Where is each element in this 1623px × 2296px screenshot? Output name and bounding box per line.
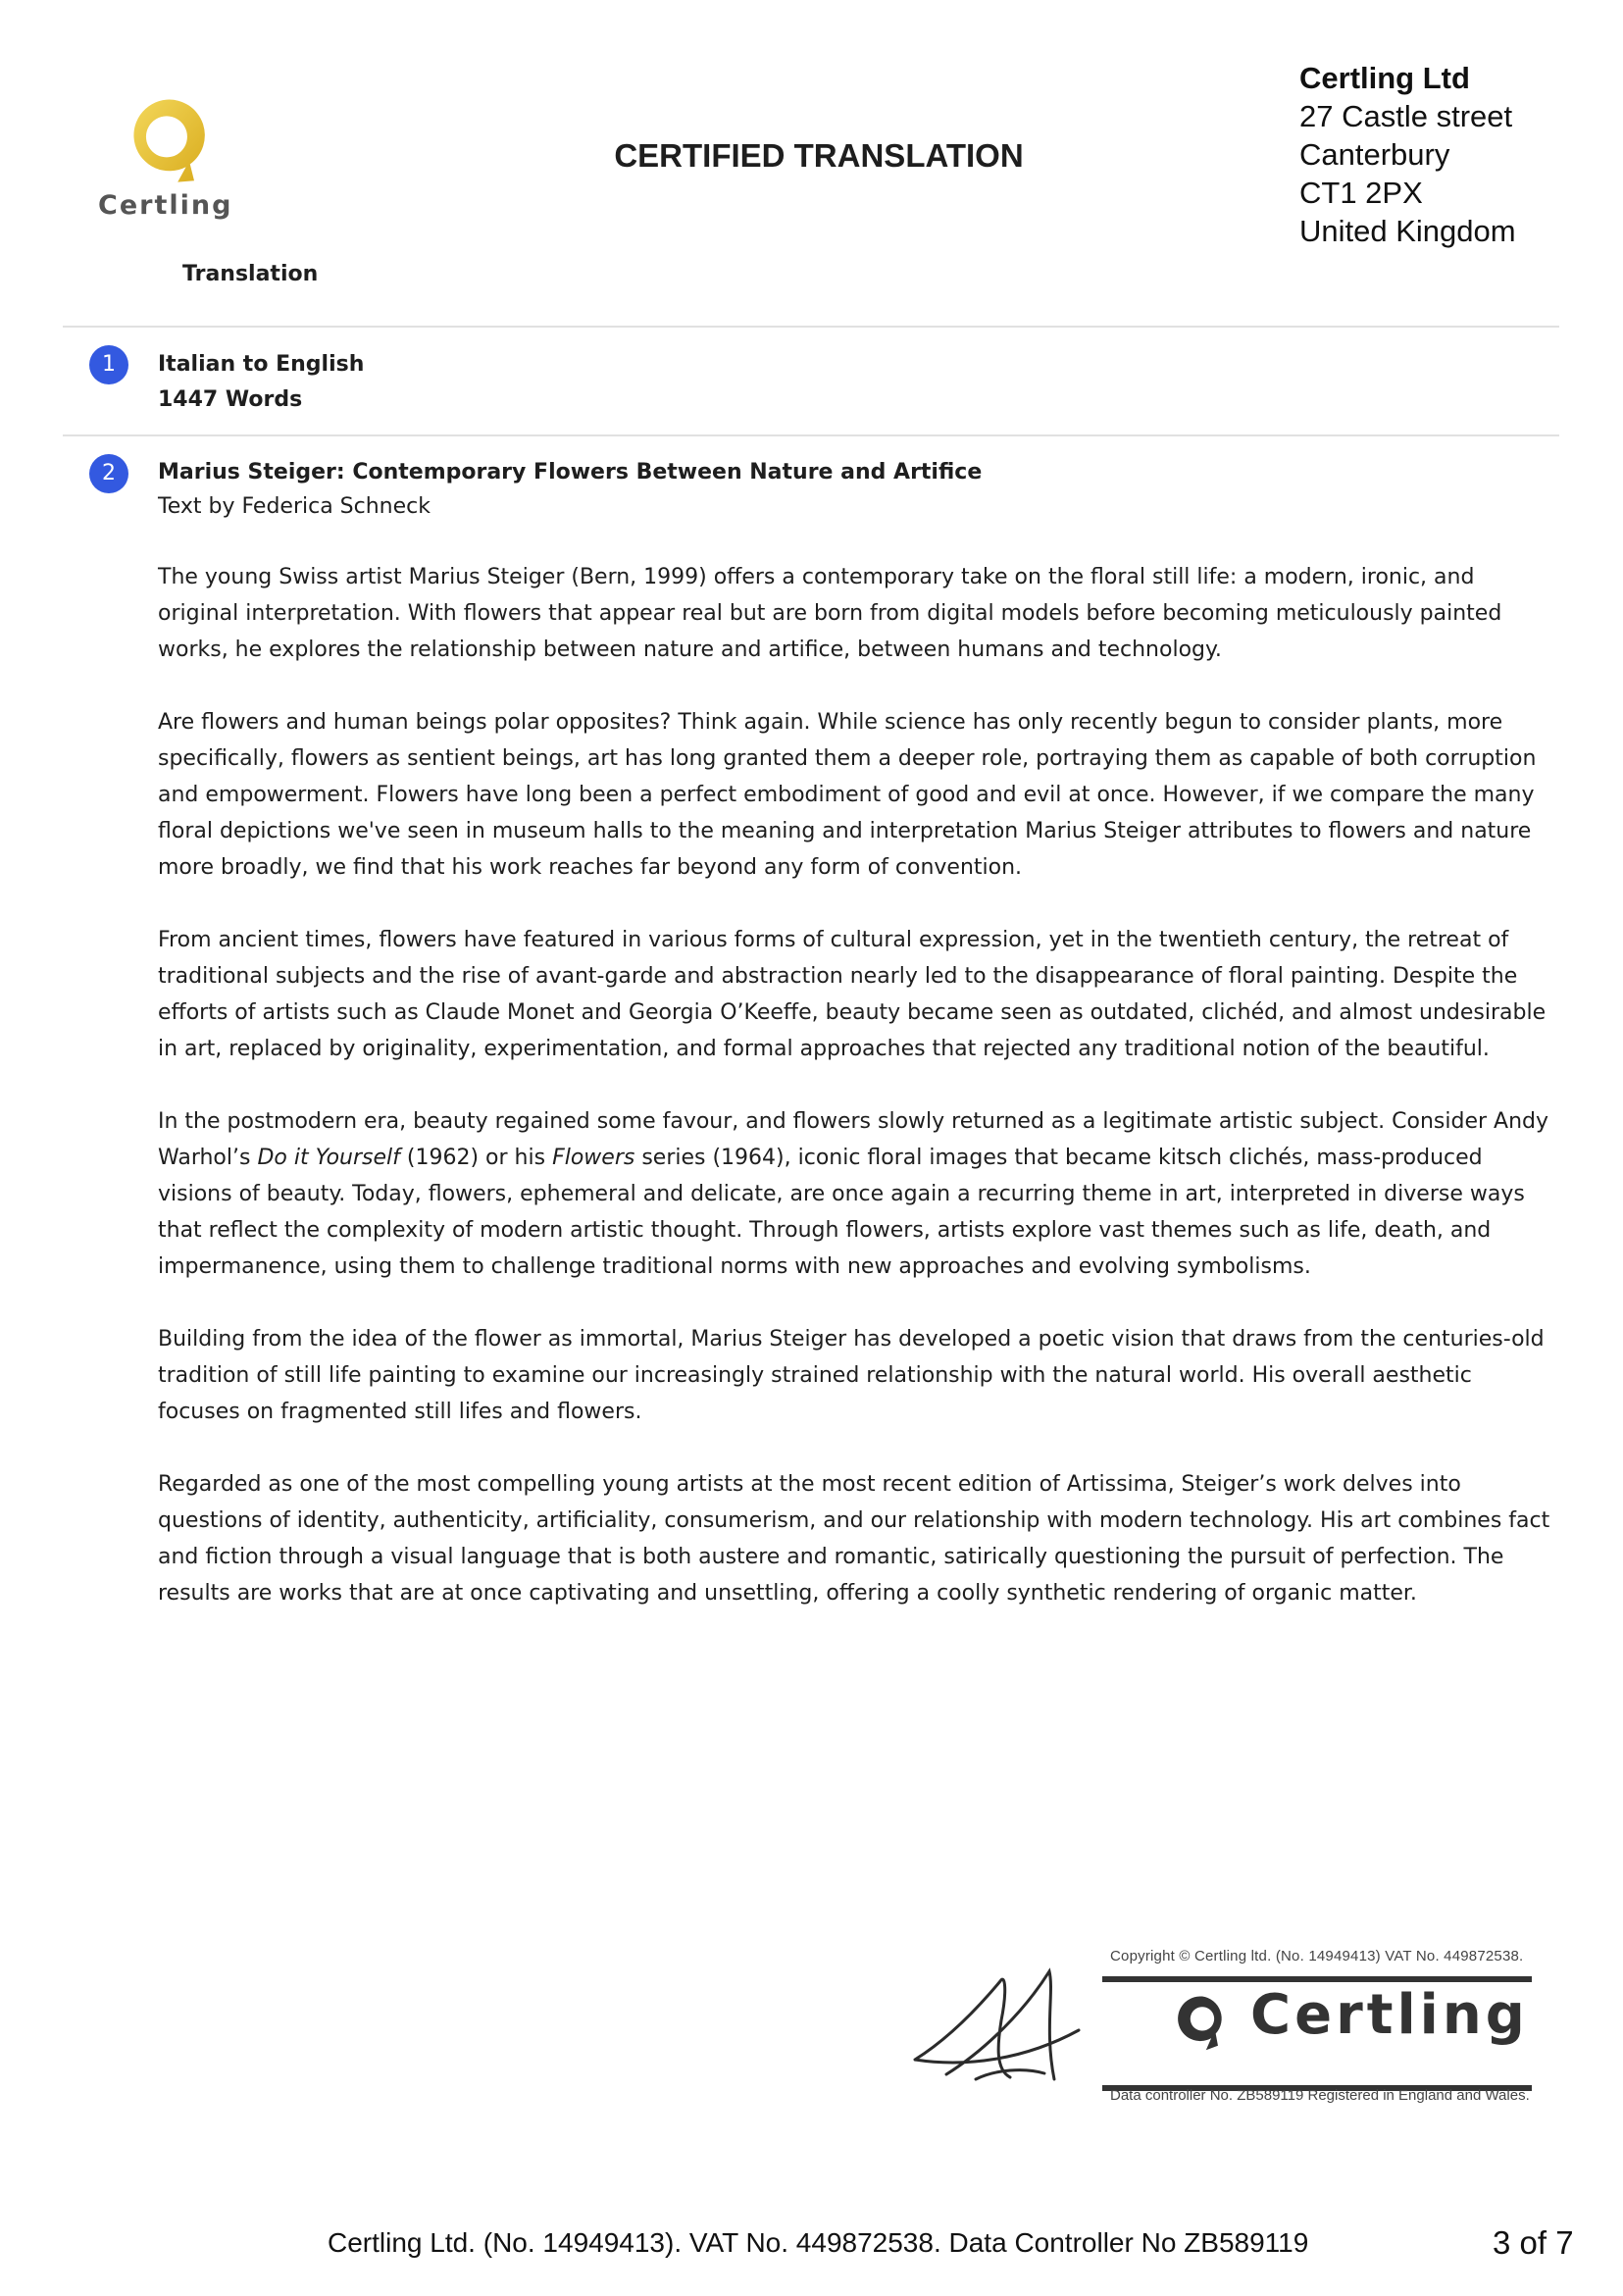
paragraph: Regarded as one of the most compelling young artists at the most recent edition of Artissima, Steiger’s work delves into questions of identity, authenticity, artificiality, consumerism, and our relationship with modern technology. His art combines fact and fiction through a visual language that is both austere and romantic, satirically questioning the pursuit of perfection. The results are works that are at once captivating and unsettling, offering a coolly synthetic rendering of organic matter. xyxy=(158,1472,1550,1606)
logo-wordmark: Certling xyxy=(98,190,233,221)
text-run: In the postmodern era, beauty regained some favour, and flowers slowly returned as a legitimate artistic subject. Consider Andy Warhol’s xyxy=(158,1109,1549,1170)
page-number: 3 of 7 xyxy=(1493,2224,1574,2261)
stamp-registration: Data controller No. ZB589119 Registered in England and Wales. xyxy=(1110,2087,1530,2104)
company-address xyxy=(1299,59,1516,250)
paragraph: Are flowers and human beings polar opposites? Think again. While science has only recently begun to consider plants, more specifically, flowers as sentient beings, art has long granted them a deeper role, portraying them as capable of both corruption and empowerment. Flowers have long been a perfect embodiment of good and evil at once. However, if we compare the many floral depictions we've seen in museum halls to the meaning and interpretation Marius Steiger attributes to flowers and nature more broadly, we find that his work reaches far beyond any form of convention. xyxy=(158,710,1537,880)
company-postcode: CT1 2PX xyxy=(1299,176,1423,210)
company-street: 27 Castle street xyxy=(1299,99,1513,133)
text-run: (1962) or his xyxy=(399,1146,553,1170)
paragraph: The young Swiss artist Marius Steiger (Bern, 1999) offers a contemporary take on the floral still life: a modern, ironic, and original interpretation. With flowers that appear real but are born from digital models before becoming meticulously painted works, he explores the relationship between nature and artifice, between humans and technology. xyxy=(158,565,1502,662)
section-label: Translation xyxy=(182,262,319,286)
text-run: series (1964), iconic floral images that became kitsch clichés, mass-produced visions of beauty. Today, flowers, ephemeral and delicate, are once again a recurring theme in art, interpreted in diverse ways that reflect the complexity of modern artistic thought. Through flowers, artists explore vast themes such as life, death, and impermanence, using them to challenge traditional norms with new approaches and evolving symbolisms. xyxy=(158,1146,1525,1279)
company-name: Certling Ltd xyxy=(1299,61,1470,95)
language-pair: Italian to English xyxy=(158,352,365,377)
divider xyxy=(63,326,1559,328)
divider xyxy=(63,434,1559,436)
article-byline: Text by Federica Schneck xyxy=(158,494,431,519)
artwork-title: Do it Yourself xyxy=(257,1146,400,1170)
paragraph xyxy=(158,1103,1560,1285)
stamp-copyright: Copyright © Certling ltd. (No. 14949413) VAT No. 449872538. xyxy=(1110,1948,1524,1964)
article-title: Marius Steiger: Contemporary Flowers Between Nature and Artifice xyxy=(158,460,983,485)
paragraph: Building from the idea of the flower as immortal, Marius Steiger has developed a poetic vision that draws from the centuries-old tradition of still life painting to examine our increasingly strained relationship with the natural world. His overall aesthetic focuses on fragmented still lifes and flowers. xyxy=(158,1327,1545,1424)
article-body xyxy=(158,559,1560,1648)
step-badge-2: 2 xyxy=(89,454,128,493)
stamp-wordmark: Certling xyxy=(1250,1983,1529,2047)
stamp-logo-icon xyxy=(1165,1988,1240,2070)
word-count: 1447 Words xyxy=(158,387,303,412)
company-city: Canterbury xyxy=(1299,137,1450,172)
document-title: CERTIFIED TRANSLATION xyxy=(614,137,1024,174)
handwritten-signature xyxy=(907,1952,1084,2099)
paragraph: From ancient times, flowers have featured in various forms of cultural expression, yet in the twentieth century, the retreat of traditional subjects and the rise of avant-garde and abstraction nearly led to the disappearance of floral painting. Despite the efforts of artists such as Claude Monet and Georgia O’Keeffe, beauty became seen as outdated, clichéd, and almost undesirable in art, replaced by originality, experimentation, and formal approaches that rejected any traditional notion of the beautiful. xyxy=(158,928,1547,1061)
company-country: United Kingdom xyxy=(1299,214,1516,248)
artwork-title: Flowers xyxy=(552,1146,635,1170)
step-badge-1: 1 xyxy=(89,345,128,384)
footer-registration: Certling Ltd. (No. 14949413). VAT No. 449872538. Data Controller No ZB589119 xyxy=(328,2227,1309,2258)
